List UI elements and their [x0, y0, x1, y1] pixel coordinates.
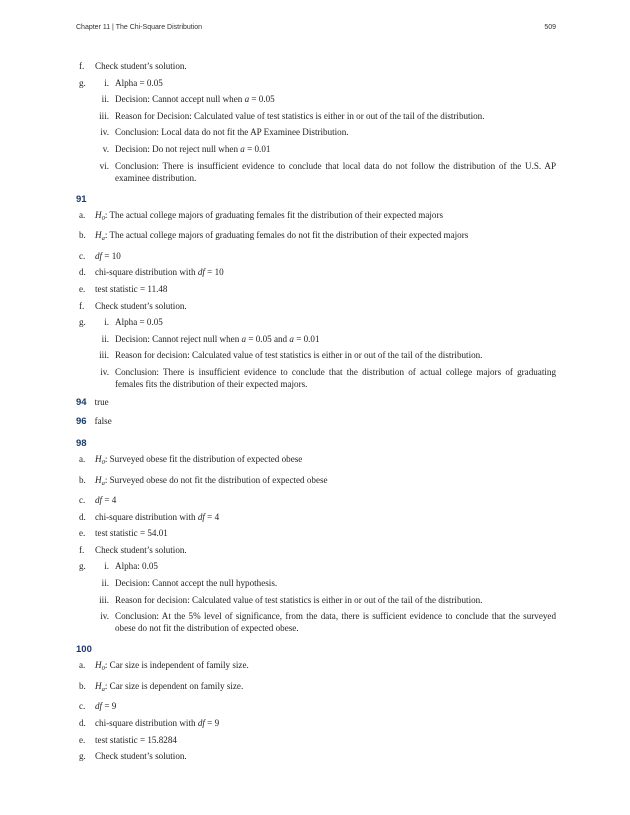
item-text: Check student’s solution.: [95, 300, 187, 311]
item-text: Check student’s solution.: [95, 61, 187, 71]
subitem-text-tail: = 0.01: [296, 333, 320, 344]
p89-item-g-iv: [76, 126, 556, 138]
subitem-text-tail: = 0.05: [251, 94, 275, 105]
item-label: e.: [79, 283, 86, 294]
hypothesis-symbol: H: [95, 453, 102, 464]
p89-item-g-v: [76, 143, 556, 155]
p98-item-a: [76, 453, 556, 469]
hypothesis-subscript: a: [101, 235, 105, 243]
p91-item-a: [76, 209, 556, 225]
subitem-label: ii.: [101, 94, 109, 105]
item-text: : Surveyed obese fit the distribution of expected obese: [104, 453, 303, 464]
subitem-label: iv.: [100, 127, 109, 138]
problem-number-96: 96: [76, 415, 87, 427]
subitem-text: Alpha = 0.05: [115, 317, 163, 328]
item-label: e.: [79, 734, 86, 745]
item-text: : Surveyed obese do not fit the distribution of expected obese: [104, 474, 328, 485]
item-label: c.: [79, 701, 86, 712]
subitem-label: v.: [102, 143, 109, 154]
subitem-label: i.: [104, 77, 109, 88]
hypothesis-subscript: a: [101, 479, 105, 487]
item-label: f.: [79, 300, 85, 311]
item-label: a.: [79, 660, 86, 671]
subitem-text: Alpha: 0.05: [115, 561, 158, 572]
item-label: a.: [79, 453, 86, 464]
item-text: = 9: [104, 701, 117, 712]
p98-item-g-i: [76, 560, 556, 572]
p98-item-g-iv: [76, 610, 556, 634]
problem-94: [76, 396, 556, 409]
p91-item-g-iv: [76, 366, 556, 390]
hypothesis-subscript: a: [101, 685, 105, 693]
item-text: chi-square distribution with: [95, 511, 196, 522]
p91-item-f: [76, 300, 556, 312]
subitem-label: iii.: [99, 594, 109, 605]
problem-number-98: 98: [76, 437, 87, 449]
item-text: test statistic = 15.8284: [95, 734, 177, 745]
subitem-label: iii.: [99, 350, 109, 361]
subitem-label: ii.: [101, 333, 109, 344]
hypothesis-symbol: H: [95, 474, 102, 485]
p91-item-c: [76, 250, 556, 262]
math-var: df: [197, 511, 205, 522]
item-label: d.: [79, 511, 86, 522]
p98-item-c: [76, 494, 556, 506]
item-label: b.: [79, 230, 86, 241]
item-label: d.: [79, 718, 86, 729]
math-var: df: [197, 718, 205, 729]
math-var: a: [244, 94, 250, 105]
item-label: e.: [79, 528, 86, 539]
solutions-content: [76, 60, 556, 767]
p98-item-g-iii: [76, 594, 556, 606]
subitem-label: iii.: [99, 110, 109, 121]
p91-item-g-iii: [76, 349, 556, 361]
subitem-text: Decision: Cannot accept null when: [115, 94, 243, 105]
hypothesis-symbol: H: [95, 209, 102, 220]
p91-item-b: [76, 229, 556, 245]
item-text: Check student’s solution.: [95, 544, 187, 555]
problem-96: [76, 415, 556, 428]
item-label: a.: [79, 209, 86, 220]
item-label: f.: [79, 61, 85, 71]
subitem-label: ii.: [101, 578, 109, 589]
p98-item-b: [76, 474, 556, 490]
subitem-text: Decision: Cannot reject null when: [115, 333, 240, 344]
item-text: : Car size is dependent on family size.: [104, 680, 244, 691]
p98-item-e: [76, 527, 556, 539]
p100-item-b: [76, 680, 556, 696]
p100-item-e: [76, 734, 556, 746]
item-label: c.: [79, 250, 86, 261]
item-text: chi-square distribution with: [95, 267, 196, 278]
item-label: g.: [79, 317, 86, 328]
subitem-label: iv.: [100, 366, 109, 377]
math-var: a: [289, 333, 294, 344]
subitem-text: Decision: Cannot accept the null hypothesis.: [115, 578, 278, 589]
math-var: df: [197, 267, 205, 278]
subitem-text-mid: = 0.05 and: [248, 333, 288, 344]
subitem-text: Reason for Decision: Calculated value of test statistics is either in or out of the tail of the distribution.: [115, 110, 485, 121]
item-text: : The actual college majors of graduating females do not fit the distribution of their expected majors: [104, 230, 469, 241]
p100-item-g: [76, 750, 556, 762]
p91-item-g-ii: [76, 333, 556, 345]
math-var: df: [95, 250, 103, 261]
math-var: a: [240, 143, 245, 154]
p98-item-f: [76, 544, 556, 556]
subitem-text: Alpha = 0.05: [115, 77, 163, 88]
subitem-text: Decision: Do not reject null when: [115, 143, 238, 154]
hypothesis-symbol: H: [95, 230, 102, 241]
p91-item-d: [76, 266, 556, 278]
p89-item-f: [76, 60, 556, 72]
hypothesis-subscript: 0: [101, 665, 105, 673]
item-text: test statistic = 11.48: [95, 283, 168, 294]
p98-item-g-ii: [76, 577, 556, 589]
item-label: g.: [79, 751, 86, 762]
page-number: 509: [544, 24, 556, 31]
item-text: : The actual college majors of graduating females fit the distribution of their expected majors: [104, 209, 444, 220]
item-label: b.: [79, 474, 86, 485]
chapter-title: Chapter 11 | The Chi-Square Distribution: [76, 24, 203, 31]
item-text: chi-square distribution with: [95, 718, 196, 729]
subitem-label: vi.: [99, 160, 109, 171]
item-label: c.: [79, 495, 86, 506]
item-text: = 10: [104, 250, 121, 261]
hypothesis-subscript: 0: [101, 214, 105, 222]
p100-item-c: [76, 700, 556, 712]
item-text-tail: = 9: [207, 718, 220, 729]
math-var: a: [241, 333, 247, 344]
p89-item-g-vi: [76, 160, 556, 184]
p100-item-d: [76, 717, 556, 729]
subitem-text: Reason for decision: Calculated value of test statistics is either in or out of the tail of the distribution.: [115, 594, 483, 605]
subitem-text: Conclusion: There is insufficient evidence to conclude that the distribution of actual college majors of graduating females fits the distribution of their expected majors.: [115, 366, 556, 389]
subitem-text: Conclusion: There is insufficient evidence to conclude that local data do not follow the distribution of the U.S. AP examinee distribution.: [115, 160, 556, 183]
subitem-text-tail: = 0.01: [247, 143, 271, 154]
p91-item-e: [76, 283, 556, 295]
math-var: df: [95, 701, 103, 712]
item-text: : Car size is independent of family size.: [104, 660, 249, 671]
item-text-tail: = 4: [207, 511, 220, 522]
hypothesis-symbol: H: [95, 660, 102, 671]
problem-number-100: 100: [76, 644, 92, 656]
problem-number-91: 91: [76, 193, 87, 205]
page-header: [76, 24, 556, 31]
item-text-tail: = 10: [207, 267, 224, 278]
p91-item-g-i: [76, 316, 556, 328]
p89-item-g-i: [76, 77, 556, 89]
item-label: b.: [79, 680, 86, 691]
p100-item-a: [76, 659, 556, 675]
item-label: f.: [79, 544, 85, 555]
answer-text: false: [94, 415, 112, 426]
subitem-label: i.: [104, 317, 109, 328]
p89-item-g-ii: [76, 93, 556, 105]
answer-text: true: [94, 396, 109, 407]
item-label: d.: [79, 267, 86, 278]
subitem-text: Reason for decision: Calculated value of test statistics is either in or out of the tail of the distribution.: [115, 350, 483, 361]
item-label: g.: [79, 561, 86, 572]
hypothesis-symbol: H: [95, 680, 102, 691]
hypothesis-subscript: 0: [101, 458, 105, 466]
item-text: test statistic = 54.01: [95, 528, 168, 539]
item-text: = 4: [104, 495, 117, 506]
p98-item-d: [76, 511, 556, 523]
subitem-label: i.: [104, 561, 109, 572]
subitem-text: Conclusion: At the 5% level of significance, from the data, there is sufficient evidence to conclude that the surveyed obese do not fit the distribution of expected obese.: [115, 611, 556, 634]
item-label: g.: [79, 77, 86, 88]
subitem-label: iv.: [100, 611, 109, 622]
subitem-text: Conclusion: Local data do not fit the AP Examinee Distribution.: [115, 127, 349, 138]
math-var: df: [95, 495, 103, 506]
problem-number-94: 94: [76, 396, 87, 408]
p89-item-g-iii: [76, 110, 556, 122]
item-text: Check student’s solution.: [95, 751, 187, 762]
